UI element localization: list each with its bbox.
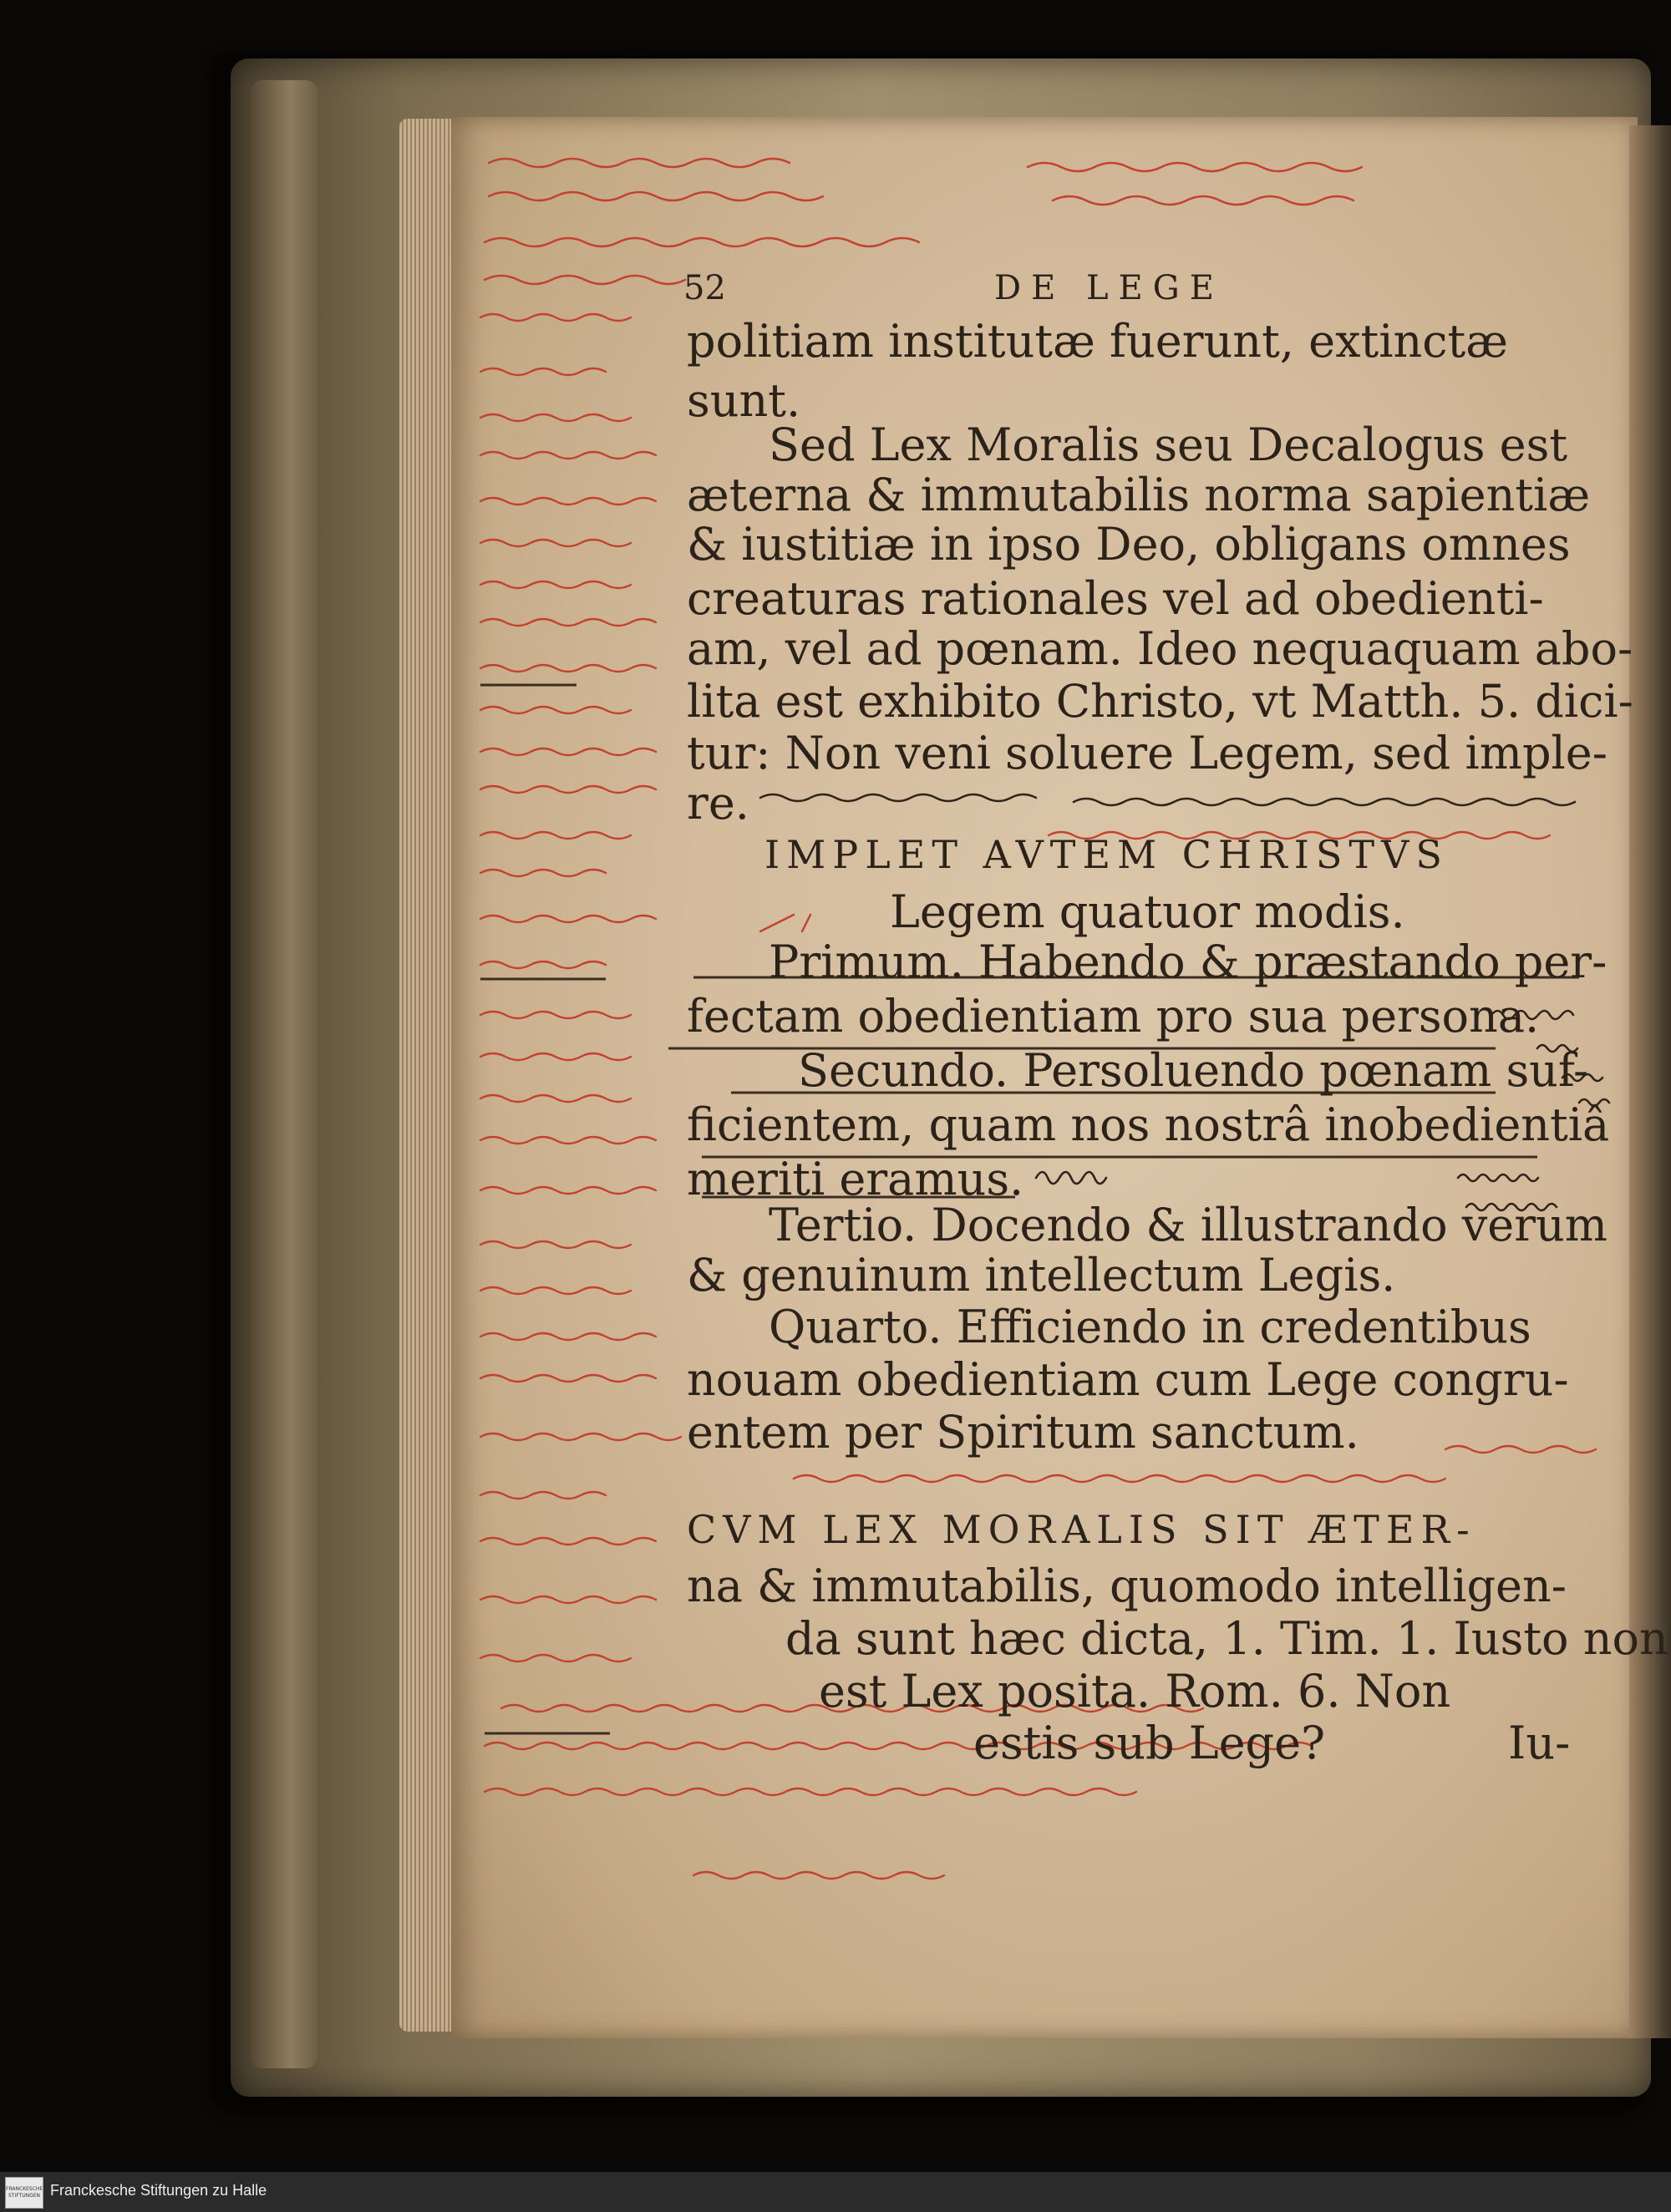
text-line-1: politiam institutæ fuerunt, extinctæ <box>687 315 1508 368</box>
text-line-25: da sunt hæc dicta, 1. Tim. 1. Iusto non <box>785 1612 1668 1665</box>
institution-name: Franckesche Stiftungen zu Halle <box>50 2182 267 2199</box>
text-line-24: na & immutabilis, quomodo intelligen- <box>687 1560 1567 1612</box>
text-line-16: ficientem, quam nos nostrâ inobedientiâ <box>687 1098 1610 1151</box>
running-header: DE LEGE <box>994 269 1224 307</box>
text-line-10: re. <box>687 777 749 830</box>
institution-logo: FRANCKESCHE STIFTUNGEN <box>5 2177 43 2209</box>
text-line-20: Quarto. Efficiendo in credentibus <box>769 1301 1531 1353</box>
text-line-8: lita est exhibito Christo, vt Matth. 5. dici- <box>687 675 1633 728</box>
text-line-2: sunt. <box>687 374 801 427</box>
text-line-17: meriti eramus. <box>687 1153 1024 1205</box>
section-heading: IMPLET AVTEM CHRISTVS <box>764 832 1449 877</box>
text-line-7: am, vel ad pœnam. Ideo nequaquam abo- <box>687 622 1633 675</box>
text-line-19: & genuinum intellectum Legis. <box>687 1249 1396 1301</box>
text-line-27: estis sub Lege? <box>973 1717 1326 1769</box>
page-number: 52 <box>683 269 726 307</box>
text-line-14: fectam obedientiam pro sua persona. <box>687 990 1540 1043</box>
text-line-18: Tertio. Docendo & illustrando verum <box>769 1199 1608 1251</box>
text-line-9: tur: Non veni soluere Legem, sed imple- <box>687 727 1608 779</box>
text-line-15: Secundo. Persoluendo pœnam suf- <box>798 1044 1589 1097</box>
catchword: Iu- <box>1508 1717 1571 1769</box>
text-line-21: nouam obedientiam cum Lege congru- <box>687 1353 1569 1406</box>
text-line-12: Legem quatuor modis. <box>890 885 1405 938</box>
text-line-22: entem per Spiritum sanctum. <box>687 1406 1359 1459</box>
text-line-26: est Lex posita. Rom. 6. Non <box>819 1665 1451 1717</box>
text-line-3: Sed Lex Moralis seu Decalogus est <box>769 419 1568 471</box>
question-heading: CVM LEX MORALIS SIT ÆTER- <box>687 1507 1476 1552</box>
text-line-4: æterna & immutabilis norma sapientiæ <box>687 469 1591 521</box>
text-line-13: Primum. Habendo & præstando per- <box>769 936 1608 988</box>
text-line-6: creaturas rationales vel ad obedienti- <box>687 572 1544 625</box>
text-line-5: & iustitiæ in ipso Deo, obligans omnes <box>687 518 1571 571</box>
